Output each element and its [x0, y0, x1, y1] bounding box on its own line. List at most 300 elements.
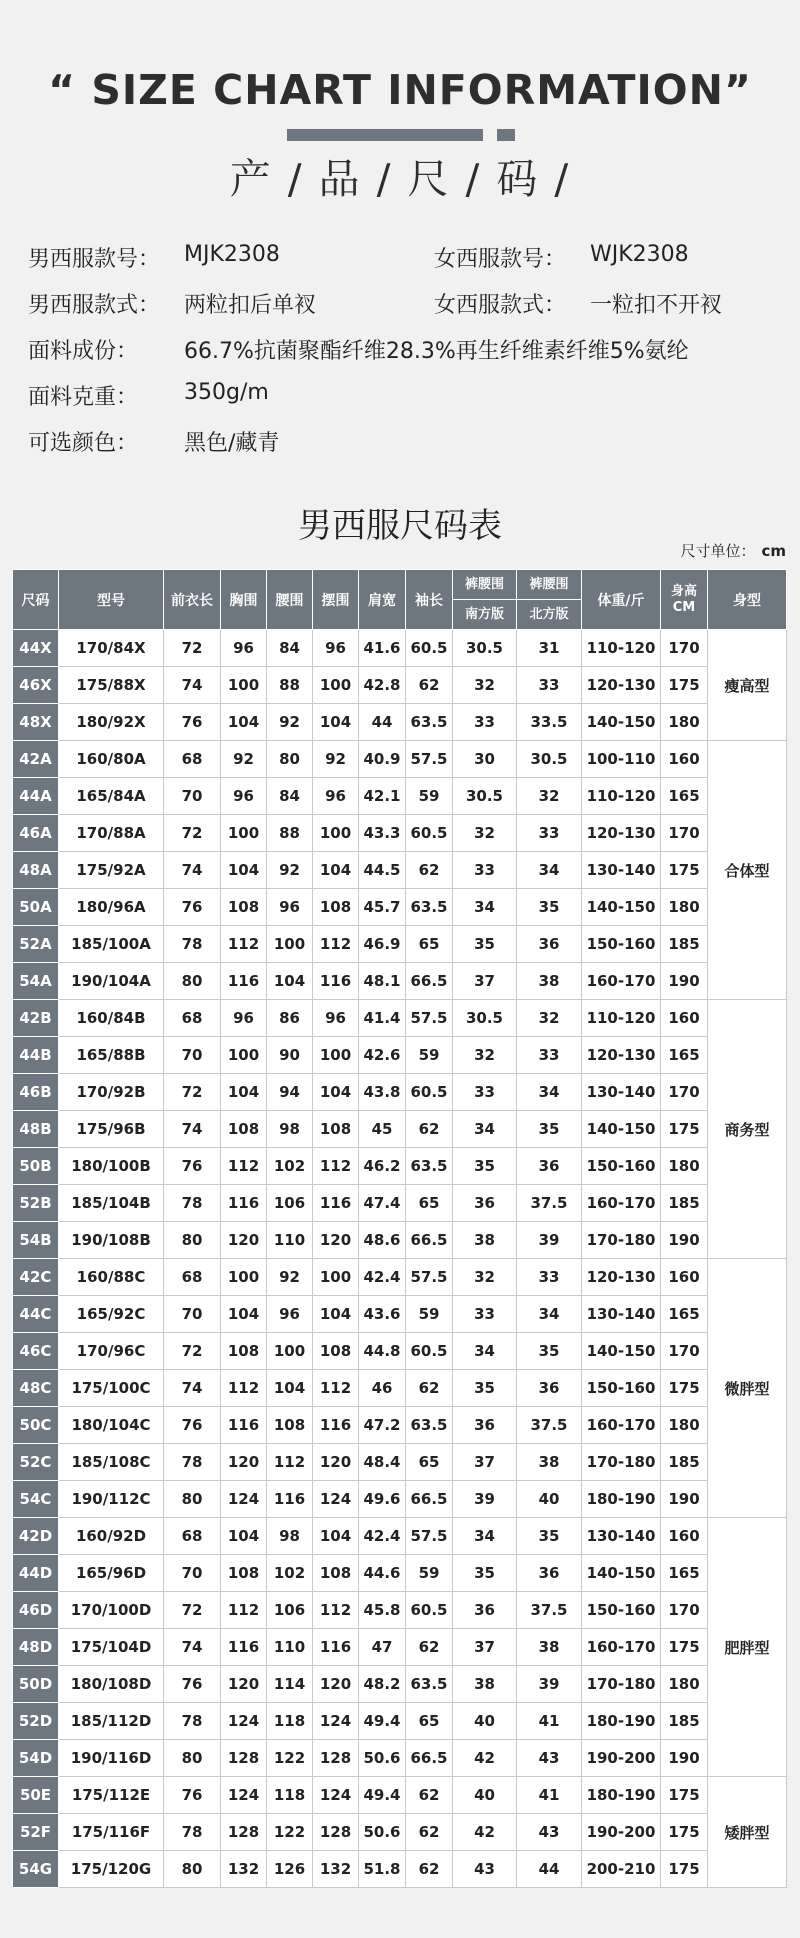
- size-code-cell: 50A: [13, 889, 59, 926]
- table-cell: 80: [267, 741, 313, 778]
- table-cell: 38: [517, 963, 582, 1000]
- table-cell: 100: [267, 1333, 313, 1370]
- table-cell: 88: [267, 667, 313, 704]
- table-cell: 36: [517, 926, 582, 963]
- table-row: [13, 1148, 787, 1185]
- table-cell: 170: [661, 1333, 708, 1370]
- table-cell: 98: [267, 1518, 313, 1555]
- table-cell: 47.2: [359, 1407, 406, 1444]
- table-cell: 106: [267, 1185, 313, 1222]
- table-row: [13, 1259, 787, 1296]
- table-cell: 180/100B: [59, 1148, 164, 1185]
- table-cell: 180/92X: [59, 704, 164, 741]
- table-cell: 116: [313, 1407, 359, 1444]
- table-cell: 36: [517, 1148, 582, 1185]
- table-cell: 60.5: [406, 815, 453, 852]
- table-cell: 120-130: [582, 815, 661, 852]
- table-row: [13, 1592, 787, 1629]
- table-cell: 33: [453, 1296, 517, 1333]
- table-cell: 175: [661, 852, 708, 889]
- table-cell: 110: [267, 1629, 313, 1666]
- table-cell: 175: [661, 1629, 708, 1666]
- size-code-cell: 44X: [13, 630, 59, 667]
- table-cell: 60.5: [406, 1074, 453, 1111]
- table-cell: 80: [164, 1222, 221, 1259]
- table-cell: 74: [164, 667, 221, 704]
- size-code-cell: 52F: [13, 1814, 59, 1851]
- body-type-cell: 矮胖型: [708, 1777, 787, 1888]
- size-code-cell: 54G: [13, 1851, 59, 1888]
- table-cell: 45.8: [359, 1592, 406, 1629]
- table-cell: 80: [164, 1481, 221, 1518]
- color-value: 黑色/藏青: [184, 431, 280, 456]
- table-cell: 43.3: [359, 815, 406, 852]
- table-cell: 108: [221, 1111, 267, 1148]
- col-trouser-waist-north: 裤腰围: [517, 570, 582, 600]
- table-cell: 165: [661, 778, 708, 815]
- table-cell: 112: [221, 1148, 267, 1185]
- table-cell: 112: [313, 1148, 359, 1185]
- table-cell: 104: [221, 1518, 267, 1555]
- table-cell: 38: [453, 1666, 517, 1703]
- men-style-value: 两粒扣后单衩: [184, 293, 317, 318]
- men-model-label: 男西服款号：: [28, 247, 161, 272]
- unit-note: [680, 540, 786, 561]
- col-height-label: 身高: [670, 583, 697, 599]
- table-cell: 140-150: [582, 889, 661, 926]
- table-cell: 57.5: [406, 1259, 453, 1296]
- size-code-cell: 52B: [13, 1185, 59, 1222]
- table-cell: 180/96A: [59, 889, 164, 926]
- table-cell: 114: [267, 1666, 313, 1703]
- table-row: [13, 1851, 787, 1888]
- table-cell: 100: [313, 815, 359, 852]
- table-cell: 104: [313, 704, 359, 741]
- table-cell: 39: [517, 1666, 582, 1703]
- table-cell: 185/100A: [59, 926, 164, 963]
- table-cell: 104: [267, 963, 313, 1000]
- table-cell: 190: [661, 1481, 708, 1518]
- table-cell: 37.5: [517, 1592, 582, 1629]
- table-cell: 49.6: [359, 1481, 406, 1518]
- table-cell: 43: [517, 1740, 582, 1777]
- table-cell: 106: [267, 1592, 313, 1629]
- women-style-value: 一粒扣不开衩: [590, 293, 723, 318]
- table-cell: 33: [517, 815, 582, 852]
- table-cell: 62: [406, 1370, 453, 1407]
- table-cell: 42.8: [359, 667, 406, 704]
- table-cell: 35: [517, 1333, 582, 1370]
- size-code-cell: 46C: [13, 1333, 59, 1370]
- table-cell: 120-130: [582, 667, 661, 704]
- table-cell: 175/92A: [59, 852, 164, 889]
- table-cell: 190/116D: [59, 1740, 164, 1777]
- table-row: [13, 1333, 787, 1370]
- table-cell: 32: [453, 1259, 517, 1296]
- table-row: [13, 1037, 787, 1074]
- table-cell: 92: [221, 741, 267, 778]
- table-cell: 38: [453, 1222, 517, 1259]
- table-cell: 38: [517, 1629, 582, 1666]
- table-cell: 102: [267, 1555, 313, 1592]
- table-cell: 160/92D: [59, 1518, 164, 1555]
- table-cell: 48.6: [359, 1222, 406, 1259]
- col-height: [661, 570, 708, 630]
- table-cell: 116: [221, 1185, 267, 1222]
- body-type-cell: 商务型: [708, 1000, 787, 1259]
- col-north-version: 北方版: [517, 600, 582, 630]
- table-cell: 116: [267, 1481, 313, 1518]
- table-cell: 49.4: [359, 1777, 406, 1814]
- table-cell: 108: [313, 1111, 359, 1148]
- table-row: [13, 1074, 787, 1111]
- table-cell: 76: [164, 1777, 221, 1814]
- table-cell: 140-150: [582, 1333, 661, 1370]
- table-cell: 33: [453, 704, 517, 741]
- table-cell: 76: [164, 1666, 221, 1703]
- table-cell: 160/80A: [59, 741, 164, 778]
- size-code-cell: 46D: [13, 1592, 59, 1629]
- table-cell: 34: [453, 889, 517, 926]
- col-shoulder: 肩宽: [359, 570, 406, 630]
- table-cell: 92: [267, 704, 313, 741]
- table-cell: 100: [313, 1037, 359, 1074]
- table-cell: 100: [267, 926, 313, 963]
- size-code-cell: 52C: [13, 1444, 59, 1481]
- table-cell: 170/100D: [59, 1592, 164, 1629]
- table-cell: 62: [406, 1777, 453, 1814]
- table-cell: 40: [517, 1481, 582, 1518]
- table-cell: 37.5: [517, 1185, 582, 1222]
- table-cell: 118: [267, 1703, 313, 1740]
- table-cell: 35: [453, 1370, 517, 1407]
- table-cell: 80: [164, 1851, 221, 1888]
- table-cell: 35: [453, 926, 517, 963]
- size-code-cell: 42B: [13, 1000, 59, 1037]
- size-code-cell: 54A: [13, 963, 59, 1000]
- table-cell: 124: [313, 1481, 359, 1518]
- size-code-cell: 48X: [13, 704, 59, 741]
- table-cell: 100: [221, 667, 267, 704]
- table-cell: 140-150: [582, 704, 661, 741]
- table-cell: 43.6: [359, 1296, 406, 1333]
- table-cell: 132: [221, 1851, 267, 1888]
- table-cell: 180: [661, 1666, 708, 1703]
- table-cell: 104: [221, 852, 267, 889]
- table-cell: 116: [313, 1629, 359, 1666]
- table-cell: 30.5: [517, 741, 582, 778]
- size-code-cell: 52D: [13, 1703, 59, 1740]
- table-cell: 63.5: [406, 1407, 453, 1444]
- table-cell: 100: [221, 815, 267, 852]
- col-height-unit: CM: [672, 599, 696, 615]
- table-cell: 175: [661, 1370, 708, 1407]
- table-cell: 40.9: [359, 741, 406, 778]
- table-cell: 98: [267, 1111, 313, 1148]
- page-subtitle: 产 / 品 / 尺 / 码 /: [229, 155, 571, 203]
- table-cell: 175: [661, 1851, 708, 1888]
- table-cell: 200-210: [582, 1851, 661, 1888]
- table-cell: 104: [313, 1296, 359, 1333]
- table-cell: 124: [313, 1777, 359, 1814]
- table-cell: 84: [267, 778, 313, 815]
- size-code-cell: 44B: [13, 1037, 59, 1074]
- table-cell: 110-120: [582, 778, 661, 815]
- table-cell: 84: [267, 630, 313, 667]
- table-cell: 66.5: [406, 963, 453, 1000]
- table-cell: 190-200: [582, 1814, 661, 1851]
- table-cell: 108: [221, 1555, 267, 1592]
- table-cell: 185/108C: [59, 1444, 164, 1481]
- table-cell: 42.4: [359, 1259, 406, 1296]
- table-cell: 68: [164, 1000, 221, 1037]
- table-cell: 48.4: [359, 1444, 406, 1481]
- table-cell: 124: [313, 1703, 359, 1740]
- unit-label: 尺寸单位：: [680, 542, 756, 560]
- table-row: [13, 1740, 787, 1777]
- table-cell: 41: [517, 1777, 582, 1814]
- table-cell: 33: [453, 1074, 517, 1111]
- men-model-value: MJK2308: [184, 242, 280, 267]
- size-table: [12, 569, 787, 1888]
- table-cell: 46.9: [359, 926, 406, 963]
- info-row-weight: [28, 380, 788, 426]
- table-cell: 47: [359, 1629, 406, 1666]
- table-cell: 175: [661, 1111, 708, 1148]
- table-cell: 170/88A: [59, 815, 164, 852]
- table-cell: 130-140: [582, 1296, 661, 1333]
- table-cell: 36: [453, 1407, 517, 1444]
- table-cell: 46.2: [359, 1148, 406, 1185]
- table-cell: 35: [517, 1111, 582, 1148]
- table-cell: 42: [453, 1740, 517, 1777]
- table-cell: 150-160: [582, 1148, 661, 1185]
- table-cell: 102: [267, 1148, 313, 1185]
- table-cell: 122: [267, 1740, 313, 1777]
- table-cell: 36: [517, 1370, 582, 1407]
- table-cell: 112: [267, 1444, 313, 1481]
- table-cell: 44: [517, 1851, 582, 1888]
- table-cell: 120: [221, 1666, 267, 1703]
- table-cell: 150-160: [582, 926, 661, 963]
- table-cell: 80: [164, 963, 221, 1000]
- unit-value: cm: [761, 542, 786, 560]
- table-cell: 180-190: [582, 1777, 661, 1814]
- table-cell: 128: [221, 1740, 267, 1777]
- table-cell: 44: [359, 704, 406, 741]
- table-cell: 124: [221, 1703, 267, 1740]
- table-cell: 118: [267, 1777, 313, 1814]
- table-cell: 116: [221, 1629, 267, 1666]
- table-cell: 80: [164, 1740, 221, 1777]
- table-cell: 32: [517, 778, 582, 815]
- table-cell: 190/104A: [59, 963, 164, 1000]
- size-code-cell: 50D: [13, 1666, 59, 1703]
- table-cell: 190: [661, 1222, 708, 1259]
- table-row: [13, 1185, 787, 1222]
- table-cell: 185: [661, 1703, 708, 1740]
- table-cell: 165: [661, 1296, 708, 1333]
- table-cell: 170-180: [582, 1666, 661, 1703]
- table-cell: 140-150: [582, 1111, 661, 1148]
- table-cell: 74: [164, 1111, 221, 1148]
- table-cell: 59: [406, 1555, 453, 1592]
- table-cell: 68: [164, 1259, 221, 1296]
- table-cell: 160-170: [582, 1407, 661, 1444]
- col-waist: 腰围: [267, 570, 313, 630]
- table-cell: 124: [221, 1777, 267, 1814]
- table-cell: 60.5: [406, 1592, 453, 1629]
- size-code-cell: 48A: [13, 852, 59, 889]
- table-cell: 74: [164, 852, 221, 889]
- size-code-cell: 46X: [13, 667, 59, 704]
- table-cell: 180: [661, 889, 708, 926]
- table-cell: 78: [164, 926, 221, 963]
- table-cell: 108: [267, 1407, 313, 1444]
- table-row: [13, 1555, 787, 1592]
- table-cell: 104: [221, 704, 267, 741]
- table-cell: 190/108B: [59, 1222, 164, 1259]
- table-cell: 78: [164, 1703, 221, 1740]
- body-type-cell: 瘦高型: [708, 630, 787, 741]
- table-cell: 37.5: [517, 1407, 582, 1444]
- table-cell: 126: [267, 1851, 313, 1888]
- info-row-fabric: [28, 334, 788, 380]
- table-cell: 63.5: [406, 889, 453, 926]
- size-code-cell: 48D: [13, 1629, 59, 1666]
- table-cell: 70: [164, 1296, 221, 1333]
- table-row: [13, 1518, 787, 1555]
- table-cell: 185: [661, 926, 708, 963]
- table-cell: 51.8: [359, 1851, 406, 1888]
- table-cell: 120: [313, 1222, 359, 1259]
- table-cell: 70: [164, 1037, 221, 1074]
- table-cell: 104: [313, 1074, 359, 1111]
- col-weight: 体重/斤: [582, 570, 661, 630]
- table-cell: 108: [313, 889, 359, 926]
- table-cell: 112: [221, 1370, 267, 1407]
- women-model-label: 女西服款号：: [434, 247, 567, 272]
- table-cell: 34: [453, 1111, 517, 1148]
- table-cell: 47.4: [359, 1185, 406, 1222]
- table-cell: 170: [661, 1074, 708, 1111]
- table-cell: 39: [453, 1481, 517, 1518]
- table-cell: 94: [267, 1074, 313, 1111]
- table-cell: 38: [517, 1444, 582, 1481]
- table-cell: 50.6: [359, 1740, 406, 1777]
- table-cell: 175/88X: [59, 667, 164, 704]
- table-cell: 108: [313, 1333, 359, 1370]
- table-cell: 33: [517, 1259, 582, 1296]
- table-cell: 34: [453, 1518, 517, 1555]
- table-cell: 44.6: [359, 1555, 406, 1592]
- table-cell: 160/88C: [59, 1259, 164, 1296]
- table-cell: 42.6: [359, 1037, 406, 1074]
- table-cell: 48.2: [359, 1666, 406, 1703]
- table-cell: 96: [221, 630, 267, 667]
- table-cell: 165/84A: [59, 778, 164, 815]
- table-cell: 63.5: [406, 704, 453, 741]
- table-cell: 110-120: [582, 1000, 661, 1037]
- table-cell: 170/92B: [59, 1074, 164, 1111]
- size-code-cell: 52A: [13, 926, 59, 963]
- size-code-cell: 50B: [13, 1148, 59, 1185]
- table-cell: 40: [453, 1703, 517, 1740]
- table-row: [13, 926, 787, 963]
- table-cell: 116: [313, 963, 359, 1000]
- table-cell: 66.5: [406, 1222, 453, 1259]
- table-cell: 100: [313, 667, 359, 704]
- table-cell: 122: [267, 1814, 313, 1851]
- col-model: 型号: [59, 570, 164, 630]
- table-cell: 76: [164, 1407, 221, 1444]
- table-cell: 120-130: [582, 1037, 661, 1074]
- table-cell: 165: [661, 1037, 708, 1074]
- table-cell: 108: [221, 1333, 267, 1370]
- table-cell: 92: [267, 1259, 313, 1296]
- table-cell: 78: [164, 1814, 221, 1851]
- col-south-version: 南方版: [453, 600, 517, 630]
- size-code-cell: 44C: [13, 1296, 59, 1333]
- table-row: [13, 630, 787, 667]
- table-cell: 175/120G: [59, 1851, 164, 1888]
- table-cell: 128: [313, 1740, 359, 1777]
- info-row-color: [28, 426, 788, 472]
- table-cell: 78: [164, 1444, 221, 1481]
- table-cell: 44.8: [359, 1333, 406, 1370]
- table-cell: 60.5: [406, 630, 453, 667]
- table-cell: 36: [453, 1185, 517, 1222]
- table-cell: 76: [164, 889, 221, 926]
- size-code-cell: 54B: [13, 1222, 59, 1259]
- size-code-cell: 48C: [13, 1370, 59, 1407]
- table-cell: 41.6: [359, 630, 406, 667]
- size-code-cell: 46B: [13, 1074, 59, 1111]
- table-cell: 34: [517, 1074, 582, 1111]
- table-cell: 66.5: [406, 1740, 453, 1777]
- table-cell: 39: [517, 1222, 582, 1259]
- table-cell: 175: [661, 667, 708, 704]
- table-cell: 37: [453, 1444, 517, 1481]
- table-cell: 190: [661, 963, 708, 1000]
- size-code-cell: 46A: [13, 815, 59, 852]
- col-trouser-waist-south: 裤腰围: [453, 570, 517, 600]
- table-cell: 60.5: [406, 1333, 453, 1370]
- color-label: 可选颜色：: [28, 431, 139, 456]
- table-cell: 180: [661, 704, 708, 741]
- table-cell: 63.5: [406, 1666, 453, 1703]
- table-cell: 43: [517, 1814, 582, 1851]
- table-cell: 185/112D: [59, 1703, 164, 1740]
- body-type-cell: 合体型: [708, 741, 787, 1000]
- women-style-label: 女西服款式：: [434, 293, 567, 318]
- table-cell: 108: [313, 1555, 359, 1592]
- table-cell: 72: [164, 1074, 221, 1111]
- body-type-cell: 微胖型: [708, 1259, 787, 1518]
- table-row: [13, 1703, 787, 1740]
- table-cell: 35: [517, 1518, 582, 1555]
- table-cell: 96: [267, 1296, 313, 1333]
- table-cell: 35: [453, 1555, 517, 1592]
- table-row: [13, 704, 787, 741]
- size-code-cell: 54D: [13, 1740, 59, 1777]
- page-header: [0, 0, 800, 220]
- title-underline-bar: [287, 129, 483, 141]
- table-cell: 180-190: [582, 1481, 661, 1518]
- table-cell: 92: [267, 852, 313, 889]
- table-cell: 49.4: [359, 1703, 406, 1740]
- table-cell: 31: [517, 630, 582, 667]
